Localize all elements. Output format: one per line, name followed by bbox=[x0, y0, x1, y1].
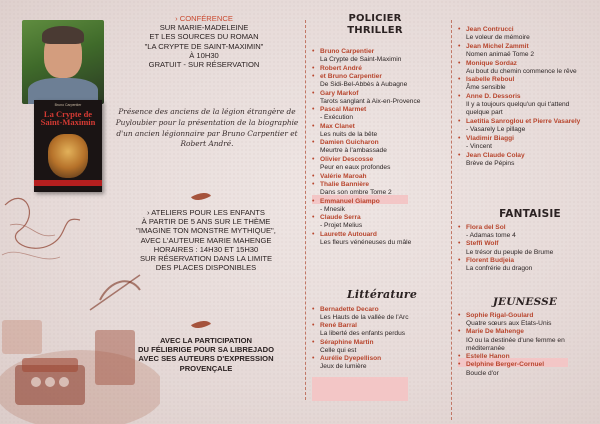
book-title: De Sidi-Bel-Abbès à Aubagne bbox=[320, 81, 408, 89]
author-entry bbox=[312, 306, 448, 322]
book-title: Peur en eaux profondes bbox=[320, 164, 391, 172]
author-entry bbox=[458, 76, 594, 92]
ateliers-block bbox=[106, 208, 306, 272]
book-title: Au bout du chemin commence le rêve bbox=[466, 67, 577, 75]
author-entry bbox=[458, 152, 594, 168]
ateliers-line2: À PARTIR DE 5 ANS SUR LE THÈME bbox=[141, 217, 271, 227]
author-entry bbox=[312, 90, 448, 106]
highlight-box bbox=[312, 377, 408, 401]
ateliers-line6: SUR RÉSERVATION DANS LA LIMITE bbox=[139, 254, 273, 264]
book-title: Quatre sœurs aux Etats-Unis bbox=[466, 320, 552, 328]
ateliers-heading: › ATELIERS POUR LES ENFANTS bbox=[146, 208, 265, 217]
author-entry bbox=[458, 361, 594, 377]
policier-heading bbox=[320, 13, 430, 37]
author-entry bbox=[458, 312, 594, 328]
author-entry bbox=[312, 48, 448, 64]
conference-time: À 10H30 bbox=[189, 50, 219, 60]
fantaisie-heading: FANTAISIE bbox=[499, 208, 561, 220]
author-entry bbox=[458, 60, 594, 76]
author-name: • Jean Claude Colay bbox=[466, 151, 525, 159]
right-top-list bbox=[458, 26, 594, 168]
author-entry bbox=[458, 135, 594, 151]
author-entry bbox=[458, 353, 594, 361]
author-entry bbox=[458, 118, 594, 134]
author-name: • Robert André bbox=[320, 64, 362, 72]
author-entry bbox=[458, 43, 594, 59]
litterature-heading: Littérature bbox=[346, 288, 418, 301]
book-title: La confrérie du dragon bbox=[466, 265, 533, 273]
participation-block bbox=[106, 336, 306, 373]
author-name: • Jean Contrucci bbox=[466, 26, 514, 33]
book-title: Le voleur de mémoire bbox=[466, 34, 530, 42]
jeunesse-heading: JEUNESSE bbox=[492, 296, 558, 308]
book-cover bbox=[34, 100, 102, 192]
author-name: • Marie De Mahenge bbox=[466, 328, 524, 336]
author-name: • et Bruno Carpentier bbox=[320, 73, 382, 81]
author-entry bbox=[312, 181, 448, 197]
conference-block bbox=[104, 14, 304, 69]
author-name: • Steffi Wolf bbox=[466, 240, 499, 248]
photo-hair bbox=[42, 26, 84, 44]
author-name: • Anne D. Dessoris bbox=[466, 93, 521, 101]
participation-line4: PROVENÇALE bbox=[179, 363, 233, 373]
author-name: • Vladimir Biaggi bbox=[466, 134, 514, 142]
book-title: La Crypte de Saint-Maximin bbox=[320, 56, 402, 64]
book-title: Boucle d'or bbox=[466, 369, 499, 377]
author-entry bbox=[312, 339, 448, 355]
conference-line2: SUR MARIE-MADELEINE bbox=[159, 23, 249, 33]
ateliers-line3: "IMAGINE TON MONSTRE MYTHIQUE", bbox=[136, 226, 276, 236]
author-name: • Estelle Hanon bbox=[466, 353, 510, 361]
author-name: • Monique Sordaz bbox=[466, 59, 517, 67]
author-entry bbox=[312, 214, 448, 230]
book-title: Meurtre à l'ambassade bbox=[320, 147, 387, 155]
author-name: • René Barral bbox=[320, 322, 358, 330]
book-title: - Vasarely Le pillage bbox=[466, 126, 526, 134]
conference-line4: "LA CRYPTE DE SAINT-MAXIMIN" bbox=[144, 41, 264, 51]
author-entry bbox=[312, 139, 448, 155]
book-author: Bruno Carpentier bbox=[54, 103, 82, 107]
author-entry bbox=[312, 355, 448, 371]
author-name: • Bernadette Decaro bbox=[320, 306, 379, 313]
book-title: Les nuits de la bête bbox=[320, 130, 378, 138]
author-name: • Gary Markof bbox=[320, 89, 359, 97]
book-title: Nomen animaë Tome 2 bbox=[466, 50, 535, 58]
book-title: Dans son ombre Tome 2 bbox=[320, 189, 392, 197]
author-name: • Max Clanet bbox=[320, 122, 355, 130]
author-entry bbox=[458, 257, 594, 273]
participation-line3: AVEC SES AUTEURS D'EXPRESSION bbox=[138, 354, 274, 364]
author-name: • Jean Michel Zammit bbox=[466, 42, 529, 50]
author-name: • Pascal Marmet bbox=[320, 106, 367, 114]
book-title: Tarots sanglant à Aix-en-Provence bbox=[320, 97, 421, 105]
column-divider bbox=[451, 20, 452, 420]
book-title: - Mnesik bbox=[320, 205, 345, 213]
author-name: • Bruno Carpentier bbox=[320, 48, 375, 55]
author-name: • Delphine Berger-Cornuel bbox=[466, 361, 545, 369]
litterature-list bbox=[312, 306, 448, 372]
author-entry bbox=[312, 198, 448, 214]
fantaisie-list bbox=[458, 224, 594, 273]
author-name: • Valérie Maroah bbox=[320, 172, 367, 180]
author-name: • Olivier Descosse bbox=[320, 155, 374, 163]
conference-heading: › CONFÉRENCE bbox=[175, 14, 233, 23]
presence-text: Présence des anciens de la légion étrangère de Puyloubier pour la présentation de la biographie d'un ancien légionnaire par Bruno Carpentier et Robert André. bbox=[115, 107, 299, 149]
author-entry bbox=[312, 231, 448, 247]
book-title: Les fleurs vénéneuses du mâle bbox=[320, 238, 412, 246]
author-name: • Claude Serra bbox=[320, 214, 361, 222]
ateliers-line7: DES PLACES DISPONIBLES bbox=[155, 263, 257, 273]
author-entry bbox=[312, 322, 448, 338]
author-entry bbox=[312, 73, 448, 89]
participation-line2: DU FÉLIBRIGE POUR SA LIBREJADO bbox=[138, 345, 274, 355]
book-title: Il y a toujours quelqu'un qui t'attend quelque part bbox=[466, 101, 570, 117]
book-title: - Adamas tome 4 bbox=[466, 232, 516, 240]
book-title: - Projet Melius bbox=[320, 222, 363, 230]
author-entry bbox=[312, 173, 448, 181]
author-entry bbox=[458, 224, 594, 240]
book-title: Les Hauts de la vallée de l'Arc bbox=[320, 314, 409, 322]
author-name: • Laetitia Sanroglou et Pierre Vasarely bbox=[466, 118, 581, 125]
column-divider bbox=[305, 20, 306, 400]
author-name: • Damien Guicharon bbox=[320, 139, 379, 147]
author-entry bbox=[312, 156, 448, 172]
policier-list bbox=[312, 48, 448, 247]
author-name: • Aurélie Dyepellison bbox=[320, 355, 382, 363]
conference-line3: ET LES SOURCES DU ROMAN bbox=[149, 32, 259, 42]
author-entry bbox=[312, 65, 448, 73]
ateliers-line4: AVEC L'AUTEURE MARIE MAHENGE bbox=[140, 235, 272, 245]
book-title: - Vincent bbox=[466, 142, 492, 150]
conference-price: GRATUIT - SUR RÉSERVATION bbox=[148, 60, 260, 70]
ateliers-line5: HORAIRES : 14H30 ET 15H30 bbox=[153, 244, 259, 254]
author-photo bbox=[22, 20, 104, 104]
policier-title2: THRILLER bbox=[347, 25, 403, 36]
author-name: • Emmanuel Giampo bbox=[320, 197, 380, 205]
book-band bbox=[34, 180, 102, 186]
book-title: La Crypte de Saint-Maximin bbox=[40, 109, 96, 127]
author-name: • Thalie Bannière bbox=[320, 181, 370, 189]
author-entry bbox=[458, 240, 594, 256]
author-entry bbox=[312, 106, 448, 122]
book-title: - Exécution bbox=[320, 114, 353, 122]
book-title: Celle qui est bbox=[320, 346, 357, 354]
participation-line1: AVEC LA PARTICIPATION bbox=[160, 336, 252, 345]
author-entry bbox=[458, 328, 594, 352]
book-title: Brève de Pépins bbox=[466, 159, 515, 167]
book-title: Jeux de lumière bbox=[320, 363, 367, 371]
jeunesse-list bbox=[458, 312, 594, 378]
author-name: • Florent Budjeia bbox=[466, 256, 514, 264]
book-mask-image bbox=[48, 134, 88, 178]
author-name: • Isabelle Reboul bbox=[466, 76, 515, 84]
book-title: La liberté des enfants perdus bbox=[320, 330, 406, 338]
book-title: Âme sensible bbox=[466, 84, 506, 92]
author-entry bbox=[458, 26, 594, 42]
book-title: Le trésor du peuple de Brume bbox=[466, 248, 554, 256]
book-title: IO ou la destinée d'une femme en méditerranée bbox=[466, 336, 565, 352]
author-entry bbox=[312, 123, 448, 139]
author-name: • Sophie Rigal-Goulard bbox=[466, 312, 534, 319]
policier-title1: POLICIER bbox=[348, 13, 402, 24]
author-name: • Flora del Sol bbox=[466, 224, 506, 231]
author-name: • Laurette Autouard bbox=[320, 230, 377, 238]
author-entry bbox=[458, 93, 594, 117]
author-name: • Séraphine Martin bbox=[320, 338, 374, 346]
